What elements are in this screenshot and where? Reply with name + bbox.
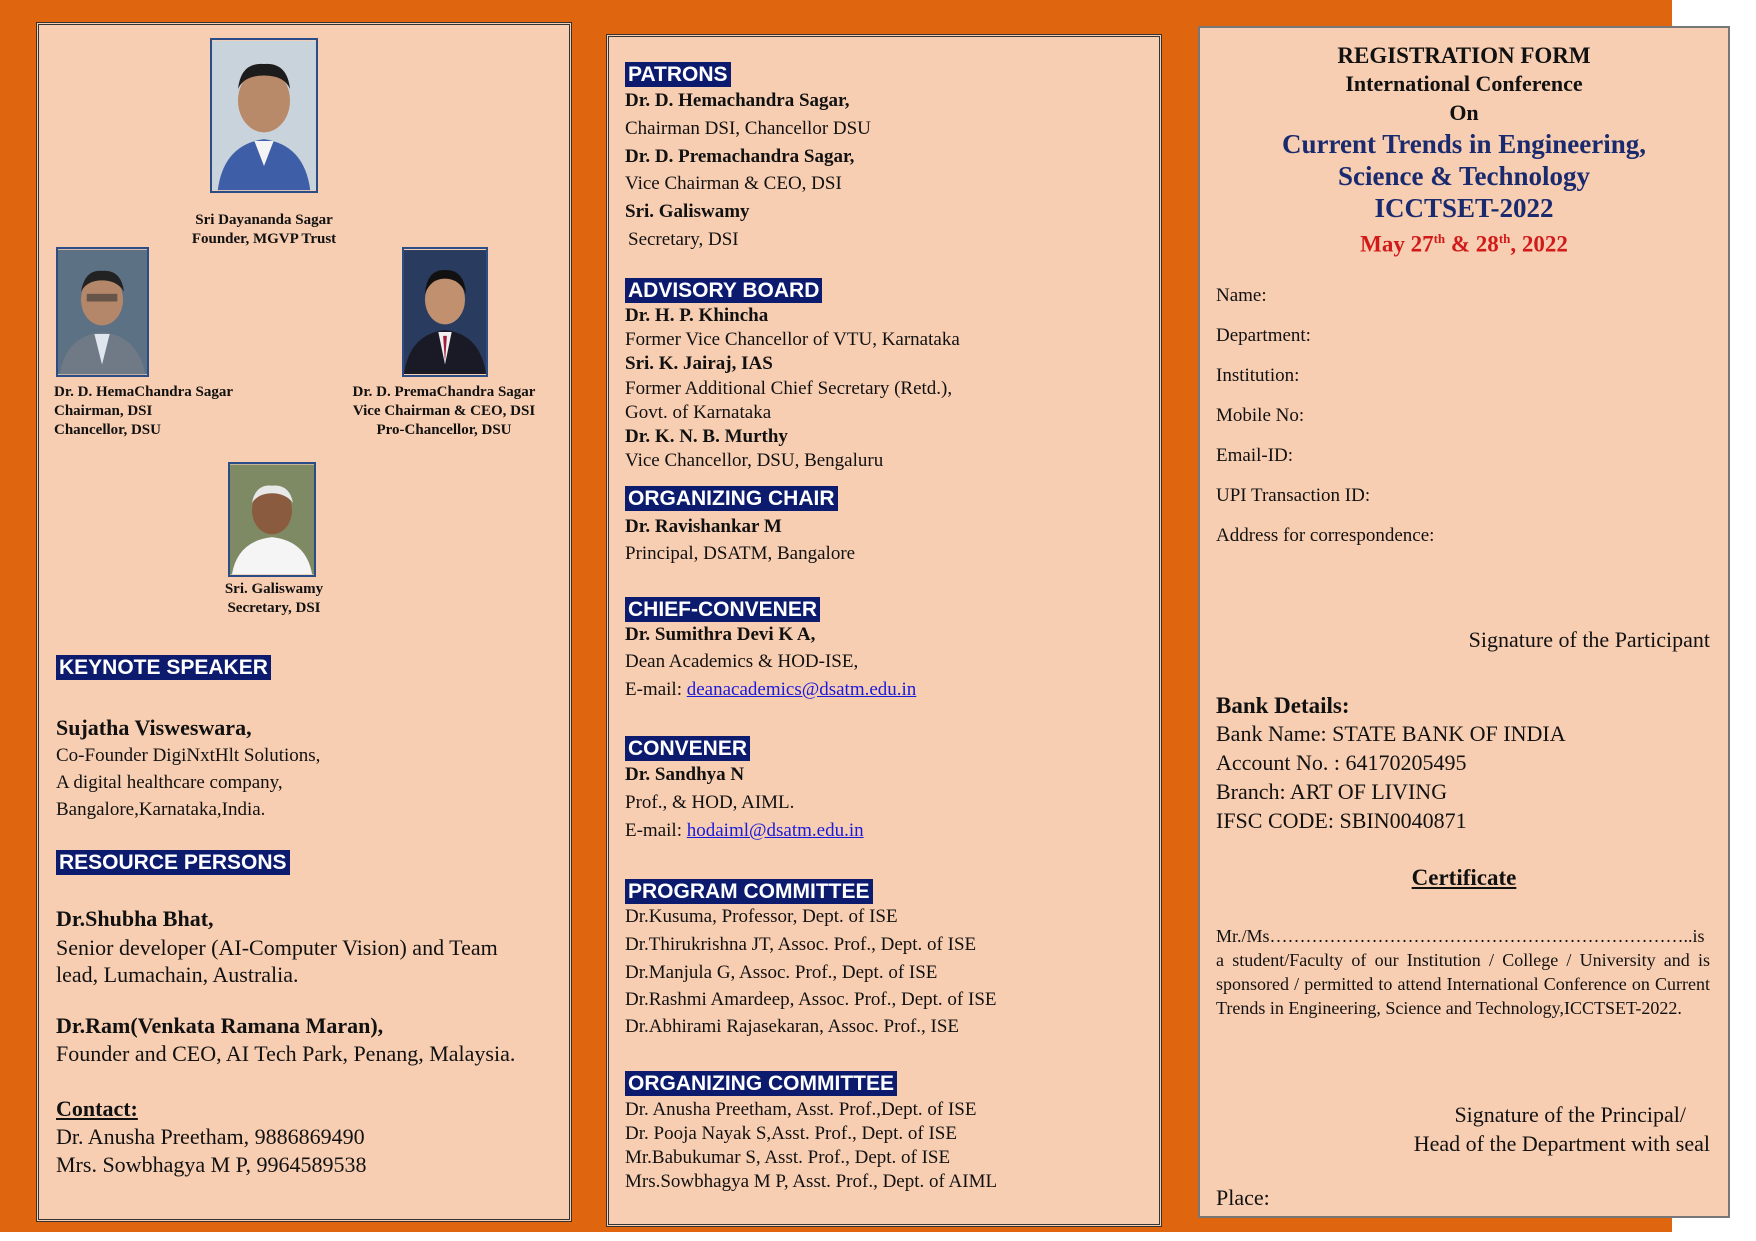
patron-line: Dr. D. Premachandra Sagar, bbox=[625, 146, 855, 167]
chief-convener-role: Dean Academics & HOD-ISE, bbox=[625, 651, 859, 672]
advisory-line: Former Vice Chancellor of VTU, Karnataka bbox=[625, 329, 960, 350]
organizing-committee-heading: ORGANIZING COMMITTEE bbox=[625, 1071, 897, 1096]
vice-chairman-line1: Dr. D. PremaChandra Sagar bbox=[352, 384, 536, 400]
contact-heading: Contact: bbox=[56, 1096, 138, 1121]
program-committee-member: Dr.Rashmi Amardeep, Assoc. Prof., Dept. of ISE bbox=[625, 989, 997, 1010]
secretary-line1: Sri. Galiswamy bbox=[224, 581, 324, 597]
organizing-chair-name: Dr. Ravishankar M bbox=[625, 516, 782, 537]
patron-line: Dr. D. Hemachandra Sagar, bbox=[625, 90, 850, 111]
middle-panel bbox=[606, 34, 1162, 1227]
organizing-committee-member: Dr. Pooja Nayak S,Asst. Prof., Dept. of ISE bbox=[625, 1123, 957, 1144]
principal-signature-line1: Signature of the Principal/ bbox=[1454, 1102, 1686, 1127]
keynote-line: Bangalore,Karnataka,India. bbox=[56, 799, 266, 820]
place-field[interactable]: Place: bbox=[1216, 1185, 1270, 1210]
right-panel bbox=[1198, 26, 1730, 1218]
participant-signature: Signature of the Participant bbox=[1468, 627, 1710, 652]
patron-line: Vice Chairman & CEO, DSI bbox=[625, 173, 842, 194]
date-part: May 27 bbox=[1360, 231, 1434, 257]
chairman-line3: Chancellor, DSU bbox=[54, 422, 161, 438]
advisory-line: Vice Chancellor, DSU, Bengaluru bbox=[625, 450, 884, 471]
chief-convener-email-link[interactable]: deanacademics@dsatm.edu.in bbox=[686, 679, 917, 700]
conference-dates bbox=[1200, 224, 1728, 260]
organizing-committee-member: Mr.Babukumar S, Asst. Prof., Dept. of ISE bbox=[625, 1147, 951, 1168]
advisory-line: Dr. K. N. B. Murthy bbox=[625, 426, 788, 447]
chairman-line2: Chairman, DSI bbox=[54, 403, 153, 419]
chief-convener-name: Dr. Sumithra Devi K A, bbox=[625, 624, 816, 645]
keynote-line: Co-Founder DigiNxtHlt Solutions, bbox=[56, 745, 321, 766]
bank-detail-line: Bank Name: STATE BANK OF INDIA bbox=[1216, 721, 1566, 746]
left-panel bbox=[36, 22, 572, 1222]
organizing-committee-member: Mrs.Sowbhagya M P, Asst. Prof., Dept. of AIML bbox=[625, 1171, 998, 1192]
bank-detail-line: Account No. : 64170205495 bbox=[1216, 750, 1467, 775]
convener-name: Dr. Sandhya N bbox=[625, 764, 745, 785]
chairman-line1: Dr. D. HemaChandra Sagar bbox=[54, 384, 234, 400]
form-field-department[interactable]: Department: bbox=[1216, 325, 1311, 346]
keynote-name: Sujatha Visweswara, bbox=[56, 715, 252, 740]
founder-name: Sri Dayananda Sagar bbox=[195, 212, 333, 228]
keynote-heading: KEYNOTE SPEAKER bbox=[56, 655, 271, 680]
founder-title: Founder, MGVP Trust bbox=[191, 231, 337, 247]
founder-photo bbox=[210, 38, 318, 193]
advisory-line: Govt. of Karnataka bbox=[625, 402, 772, 423]
contact-line: Mrs. Sowbhagya M P, 9964589538 bbox=[56, 1152, 367, 1177]
advisory-heading: ADVISORY BOARD bbox=[625, 278, 822, 303]
chairman-photo bbox=[56, 247, 149, 377]
program-committee-member: Dr.Manjula G, Assoc. Prof., Dept. of ISE bbox=[625, 962, 938, 983]
vice-chairman-line2: Vice Chairman & CEO, DSI bbox=[352, 403, 536, 419]
convener-heading: CONVENER bbox=[625, 736, 750, 761]
patron-line: Sri. Galiswamy bbox=[625, 201, 750, 222]
vice-chairman-line3: Pro-Chancellor, DSU bbox=[376, 422, 512, 438]
principal-signature-line2: Head of the Department with seal bbox=[1413, 1131, 1710, 1156]
patron-line: Secretary, DSI bbox=[628, 229, 739, 250]
advisory-line: Sri. K. Jairaj, IAS bbox=[625, 353, 773, 374]
email-label: E-mail: bbox=[625, 820, 687, 841]
form-field-mobile[interactable]: Mobile No: bbox=[1216, 405, 1305, 426]
vice-chairman-photo bbox=[402, 247, 488, 377]
bank-detail-line: IFSC CODE: SBIN0040871 bbox=[1216, 808, 1467, 833]
organizing-chair-role: Principal, DSATM, Bangalore bbox=[625, 543, 856, 564]
convener-email-row bbox=[625, 819, 864, 842]
program-committee-member: Dr.Thirukrishna JT, Assoc. Prof., Dept. of ISE bbox=[625, 934, 977, 955]
patron-line: Chairman DSI, Chancellor DSU bbox=[625, 118, 871, 139]
bank-details-heading: Bank Details: bbox=[1216, 693, 1350, 718]
date-sup: th bbox=[1498, 231, 1511, 246]
conference-title-line2: Science & Technology bbox=[1337, 161, 1590, 191]
organizing-chair-heading: ORGANIZING CHAIR bbox=[625, 486, 838, 511]
chief-convener-heading: CHIEF-CONVENER bbox=[625, 597, 820, 622]
form-field-institution[interactable]: Institution: bbox=[1216, 365, 1300, 386]
advisory-line: Former Additional Chief Secretary (Retd.), bbox=[625, 378, 953, 399]
conference-on: On bbox=[1449, 100, 1479, 125]
certificate-name-line: Mr./Ms……………………………………………………………..is bbox=[1216, 926, 1705, 946]
organizing-committee-member: Dr. Anusha Preetham, Asst. Prof.,Dept. of ISE bbox=[625, 1099, 977, 1120]
resource-person-2-line: Founder and CEO, AI Tech Park, Penang, Malaysia. bbox=[56, 1041, 516, 1066]
resource-person-1-line: Senior developer (AI-Computer Vision) and Team bbox=[56, 935, 498, 960]
resource-heading: RESOURCE PERSONS bbox=[56, 850, 290, 875]
patrons-heading: PATRONS bbox=[625, 62, 731, 87]
date-part: & 28 bbox=[1445, 231, 1499, 257]
conference-type: International Conference bbox=[1345, 71, 1583, 96]
advisory-line: Dr. H. P. Khincha bbox=[625, 305, 769, 326]
program-committee-member: Dr.Kusuma, Professor, Dept. of ISE bbox=[625, 906, 898, 927]
convener-email-link[interactable]: hodaiml@dsatm.edu.in bbox=[686, 820, 864, 841]
convener-role: Prof., & HOD, AIML. bbox=[625, 792, 795, 813]
resource-person-2-name: Dr.Ram(Venkata Ramana Maran), bbox=[56, 1013, 384, 1038]
keynote-line: A digital healthcare company, bbox=[56, 772, 283, 793]
form-field-email[interactable]: Email-ID: bbox=[1216, 445, 1294, 466]
form-field-address[interactable]: Address for correspondence: bbox=[1216, 525, 1435, 546]
program-committee-member: Dr.Abhirami Rajasekaran, Assoc. Prof., ISE bbox=[625, 1016, 960, 1037]
form-field-name[interactable]: Name: bbox=[1216, 285, 1267, 306]
certificate-body: a student/Faculty of our Institution / College / University and is sponsored / permitted to attend International Conference on Current Trends in Engineering, Science and Technology,ICCTSET-2022. bbox=[1216, 950, 1710, 1018]
secretary-line2: Secretary, DSI bbox=[227, 600, 321, 616]
resource-person-1-line: lead, Lumachain, Australia. bbox=[56, 962, 299, 987]
date-part: , 2022 bbox=[1510, 231, 1568, 257]
conference-title-line1: Current Trends in Engineering, bbox=[1281, 129, 1647, 159]
registration-form-title: REGISTRATION FORM bbox=[1337, 43, 1591, 68]
chief-convener-email-row bbox=[625, 678, 916, 701]
conference-acronym: ICCTSET-2022 bbox=[1374, 193, 1554, 223]
contact-line: Dr. Anusha Preetham, 9886869490 bbox=[56, 1124, 365, 1149]
program-committee-heading: PROGRAM COMMITTEE bbox=[625, 879, 873, 904]
form-field-upi-transaction[interactable]: UPI Transaction ID: bbox=[1216, 485, 1371, 506]
email-label: E-mail: bbox=[625, 679, 687, 700]
certificate-heading: Certificate bbox=[1411, 865, 1517, 890]
date-sup: th bbox=[1433, 231, 1446, 246]
resource-person-1-name: Dr.Shubha Bhat, bbox=[56, 906, 214, 931]
bank-detail-line: Branch: ART OF LIVING bbox=[1216, 779, 1448, 804]
secretary-photo bbox=[228, 462, 316, 577]
